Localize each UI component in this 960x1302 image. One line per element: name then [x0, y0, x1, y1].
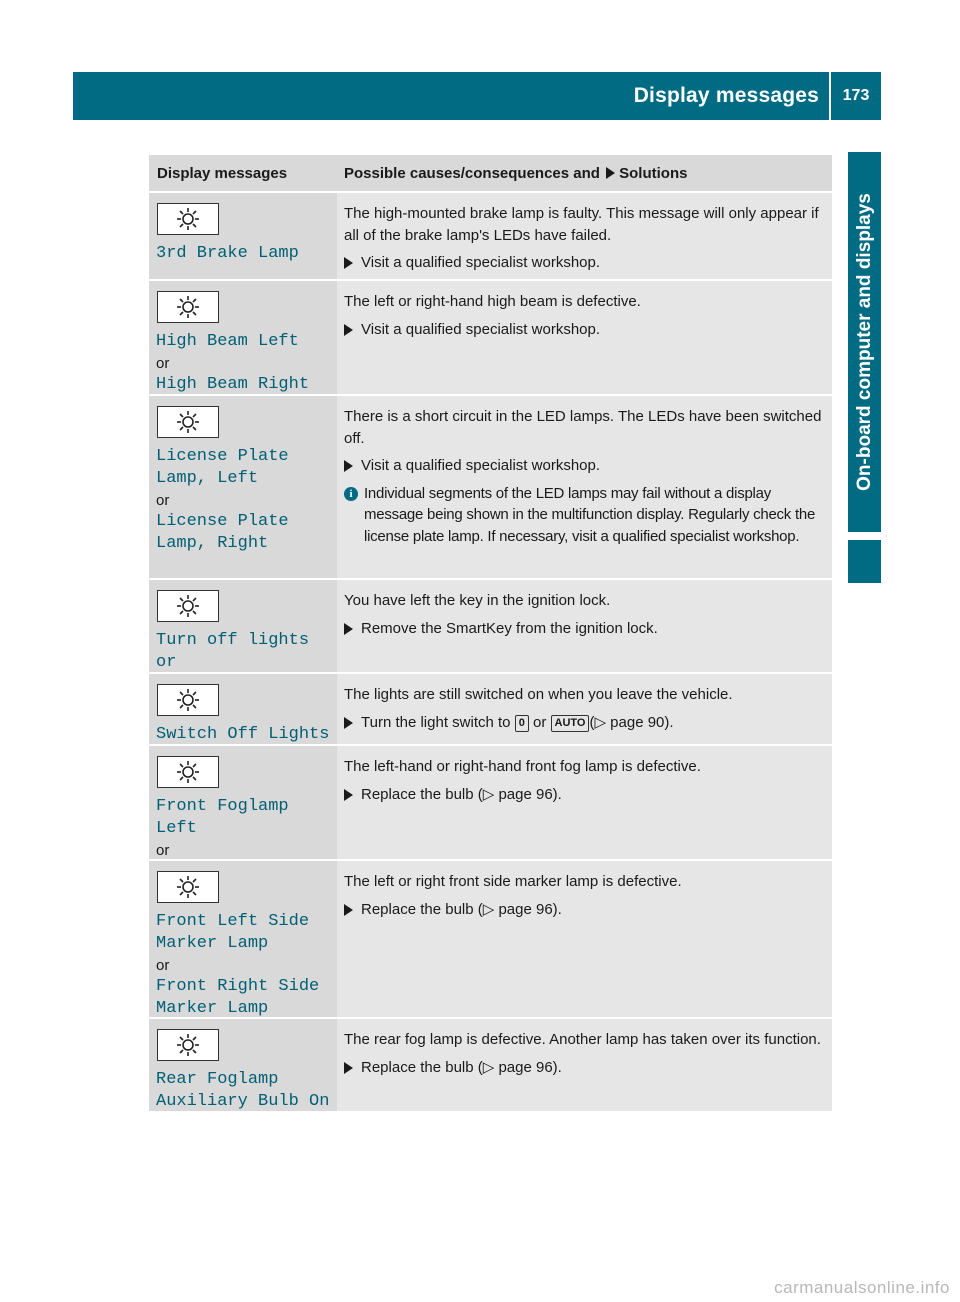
arrow-right-icon — [344, 257, 353, 269]
chapter-tab-label: On-board computer and displays — [853, 193, 875, 491]
solution-step-text: Remove the SmartKey from the ignition lock. — [361, 619, 658, 637]
arrow-right-icon — [344, 460, 353, 472]
column-header-solutions-prefix: Possible causes/consequences and — [344, 164, 600, 182]
arrow-right-icon — [344, 623, 353, 635]
arrow-right-icon — [344, 904, 353, 916]
display-message: Front Left Side — [156, 912, 310, 931]
bulb-icon — [157, 291, 219, 323]
solution-step-text: Replace the bulb (▷ page 96). — [361, 785, 562, 803]
solution-step-text — [361, 712, 674, 734]
table-row — [149, 859, 832, 1017]
page-header — [73, 72, 881, 120]
table-row — [149, 578, 832, 672]
section-title: Display messages — [633, 84, 819, 107]
light-switch-off-symbol: 0 — [515, 715, 529, 732]
solution-step-or: or — [532, 713, 547, 731]
bulb-icon — [157, 756, 219, 788]
display-message: License Plate — [156, 447, 289, 466]
or-label: or — [156, 355, 170, 372]
display-message: Auxiliary Bulb On — [156, 1092, 330, 1111]
solution-step-text: Visit a qualified specialist workshop. — [361, 457, 601, 474]
display-message: Rear Foglamp — [156, 1070, 279, 1089]
table-row — [149, 394, 832, 578]
message-cell — [149, 746, 337, 859]
column-header-messages: Display messages — [157, 164, 288, 182]
column-header-solutions-suffix: Solutions — [619, 164, 688, 182]
table-row — [149, 191, 832, 279]
bulb-icon — [157, 590, 219, 622]
solution-step — [344, 784, 828, 806]
arrow-right-icon — [344, 717, 353, 729]
solution-cell — [337, 580, 832, 672]
or-label: or — [156, 492, 170, 509]
display-message: Marker Lamp — [156, 934, 269, 953]
arrow-right-icon — [344, 1062, 353, 1074]
cause-text: There is a short circuit in the LED lamps. The LEDs have been switched off. — [344, 408, 822, 447]
solution-cell — [337, 674, 832, 744]
info-icon: i — [344, 487, 358, 501]
message-cell — [149, 861, 337, 1017]
bulb-icon — [157, 684, 219, 716]
solution-step — [344, 712, 828, 734]
display-message: License Plate — [156, 512, 289, 531]
bulb-icon — [157, 1029, 219, 1061]
chapter-tab-marker — [848, 540, 881, 583]
or-label: or — [156, 957, 170, 974]
solution-step — [344, 618, 828, 640]
cause-text: The left or right front side marker lamp is defective. — [344, 873, 682, 890]
table-header — [149, 155, 832, 191]
display-message: High Beam Right — [156, 375, 310, 394]
display-message: Marker Lamp — [156, 999, 269, 1018]
display-message: Lamp, Right — [156, 534, 269, 553]
display-message: Front Foglamp Left — [156, 797, 289, 838]
table-row — [149, 1017, 832, 1111]
message-cell — [149, 193, 337, 279]
solution-cell — [337, 396, 832, 578]
solution-cell — [337, 1019, 832, 1111]
message-cell — [149, 580, 337, 672]
solution-step — [344, 1057, 828, 1079]
chapter-tab — [848, 152, 881, 532]
arrow-right-icon — [606, 167, 615, 179]
watermark: carmanualsonline.info — [774, 1278, 950, 1297]
solution-step-text: Visit a qualified specialist workshop. — [361, 320, 601, 338]
solution-step-text: Visit a qualified specialist workshop. — [361, 254, 601, 271]
solution-step — [344, 319, 828, 341]
display-message: 3rd Brake Lamp — [156, 244, 299, 263]
cause-text: You have left the key in the ignition lock. — [344, 592, 611, 609]
cause-text: The high-mounted brake lamp is faulty. This message will only appear if all of the brake lamp's LEDs have failed. — [344, 205, 819, 244]
light-switch-auto-symbol: AUTO — [551, 715, 590, 732]
table-row — [149, 672, 832, 744]
bulb-icon — [157, 406, 219, 438]
display-message: Switch Off Lights — [156, 725, 330, 744]
column-header-solutions — [337, 165, 832, 182]
display-message: Turn off lights or — [156, 631, 310, 672]
solution-cell — [337, 861, 832, 1017]
solution-step — [344, 455, 828, 477]
message-cell — [149, 1019, 337, 1111]
cause-text: The rear fog lamp is defective. Another lamp has taken over its function. — [344, 1031, 821, 1048]
info-note — [344, 483, 828, 548]
solution-cell — [337, 281, 832, 394]
or-label: or — [156, 842, 170, 859]
bulb-icon — [157, 871, 219, 903]
table-row — [149, 279, 832, 394]
display-messages-table — [149, 155, 832, 1111]
display-message: High Beam Left — [156, 332, 299, 351]
cause-text: The lights are still switched on when you leave the vehicle. — [344, 686, 733, 703]
message-cell — [149, 396, 337, 578]
arrow-right-icon — [344, 789, 353, 801]
solution-step — [344, 252, 828, 274]
display-message: Lamp, Left — [156, 469, 259, 488]
solution-cell — [337, 193, 832, 279]
solution-step — [344, 899, 828, 921]
cause-text: The left or right-hand high beam is defective. — [344, 293, 641, 310]
solution-step-text: Replace the bulb (▷ page 96). — [361, 900, 562, 918]
page-reference: (▷ page 90). — [589, 713, 674, 731]
page-number: 173 — [842, 87, 870, 104]
cause-text: The left-hand or right-hand front fog lamp is defective. — [344, 758, 701, 775]
info-note-text: Individual segments of the LED lamps may fail without a display message being shown in the multifunction display. Regularly check the license plate lamp. If necessary, visit a qualified specialist workshop. — [364, 484, 816, 545]
arrow-right-icon — [344, 324, 353, 336]
table-row — [149, 744, 832, 859]
bulb-icon — [157, 203, 219, 235]
message-cell — [149, 281, 337, 394]
solution-cell — [337, 746, 832, 859]
solution-step-text: Replace the bulb (▷ page 96). — [361, 1058, 562, 1076]
display-message: Front Right Side — [156, 977, 320, 996]
solution-step-text-a: Turn the light switch to — [361, 713, 511, 731]
message-cell — [149, 674, 337, 744]
